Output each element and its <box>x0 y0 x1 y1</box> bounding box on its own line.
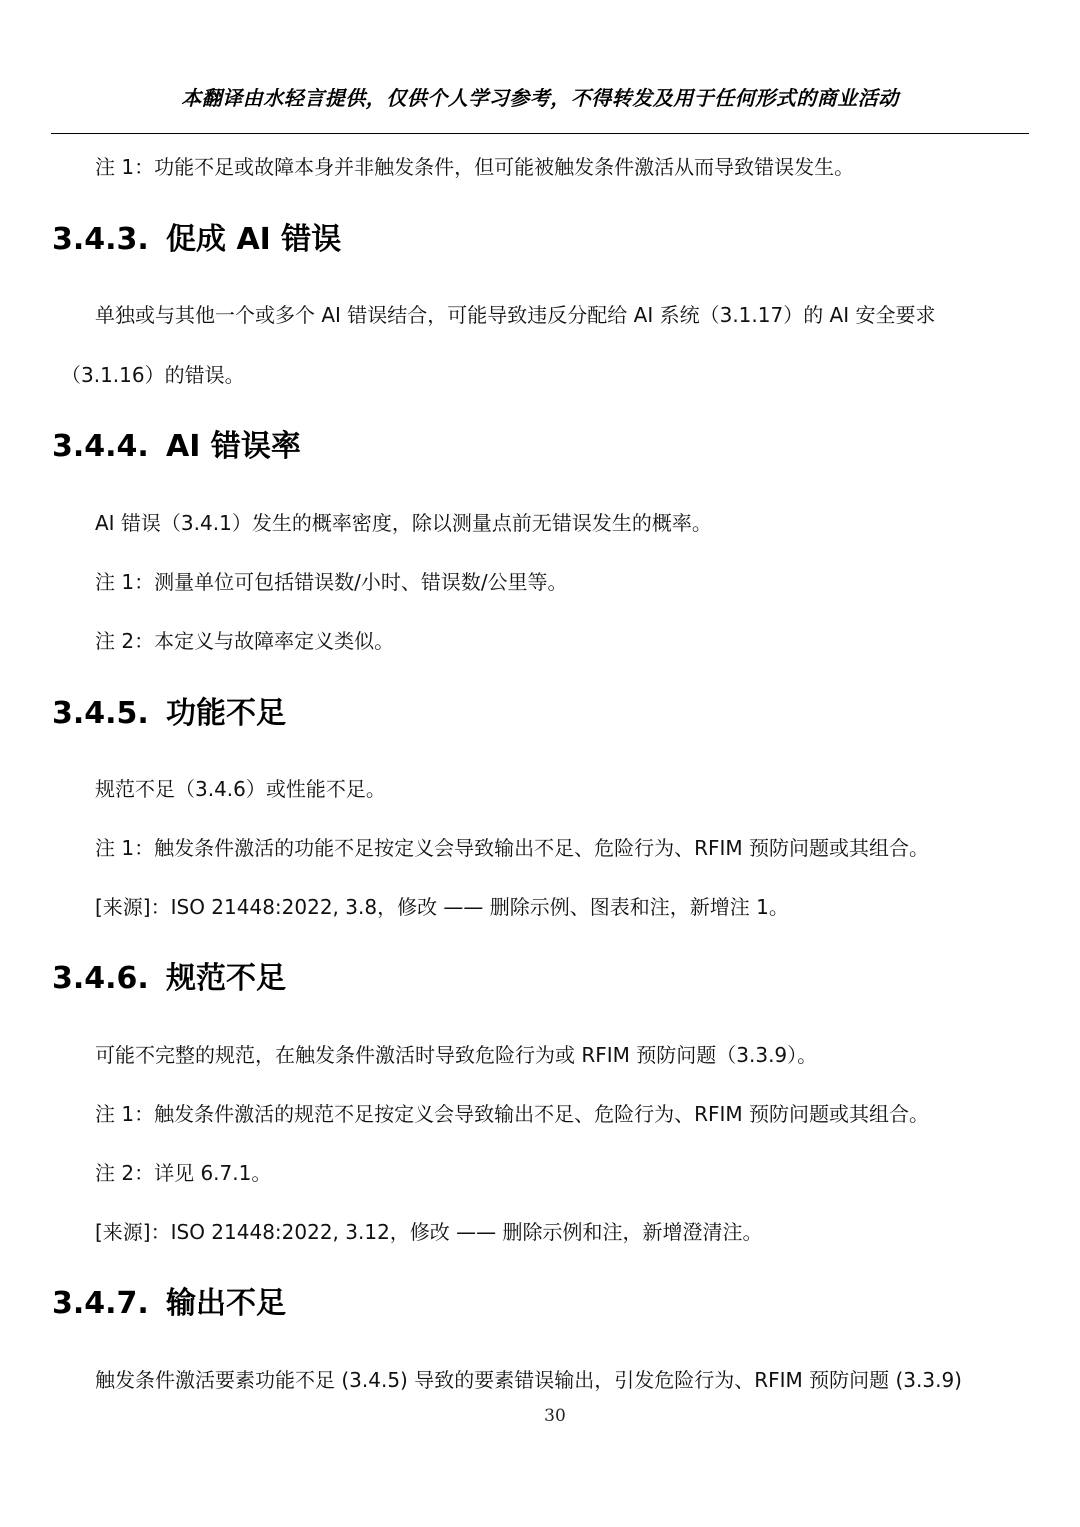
note-3-4-4-1: 注 1：测量单位可包括错误数/小时、错误数/公里等。 <box>95 570 568 594</box>
section-heading-3-4-4 <box>52 429 301 465</box>
section-heading-3-4-6 <box>52 961 286 997</box>
source-3-4-6: [来源]：ISO 21448:2022, 3.12，修改 —— 删除示例和注，新增澄清注。 <box>95 1220 763 1244</box>
note-3-4-5-1: 注 1：触发条件激活的功能不足按定义会导致输出不足、危险行为、RFIM 预防问题或其组合。 <box>95 836 929 860</box>
section-title: 输出不足 <box>166 1286 286 1321</box>
section-title: AI 错误率 <box>166 429 301 464</box>
section-number: 3.4.3. <box>52 222 149 257</box>
definition-3-4-3-line1: 单独或与其他一个或多个 AI 错误结合，可能导致违反分配给 AI 系统（3.1.17）的 AI 安全要求 <box>95 303 936 327</box>
section-number: 3.4.7. <box>52 1286 149 1321</box>
definition-3-4-7: 触发条件激活要素功能不足 (3.4.5) 导致的要素错误输出，引发危险行为、RFIM 预防问题 (3.3.9) <box>95 1368 962 1392</box>
header-notice: 本翻译由水轻言提供，仅供个人学习参考，不得转发及用于任何形式的商业活动 <box>181 86 899 110</box>
section-number: 3.4.6. <box>52 961 149 996</box>
definition-3-4-4: AI 错误（3.4.1）发生的概率密度，除以测量点前无错误发生的概率。 <box>95 511 712 535</box>
section-title: 促成 AI 错误 <box>166 222 342 257</box>
source-3-4-5: [来源]：ISO 21448:2022, 3.8，修改 —— 删除示例、图表和注，新增注 1。 <box>95 895 789 919</box>
section-heading-3-4-7 <box>52 1286 286 1322</box>
header-divider <box>51 133 1029 134</box>
note-top: 注 1：功能不足或故障本身并非触发条件，但可能被触发条件激活从而导致错误发生。 <box>95 155 855 179</box>
section-title: 规范不足 <box>166 961 286 996</box>
section-heading-3-4-5 <box>52 696 286 732</box>
note-3-4-4-2: 注 2：本定义与故障率定义类似。 <box>95 629 395 653</box>
section-number: 3.4.5. <box>52 696 149 731</box>
definition-3-4-6: 可能不完整的规范，在触发条件激活时导致危险行为或 RFIM 预防问题（3.3.9）。 <box>95 1043 818 1067</box>
note-3-4-6-2: 注 2：详见 6.7.1。 <box>95 1161 272 1185</box>
section-title: 功能不足 <box>166 696 286 731</box>
definition-3-4-5: 规范不足（3.4.6）或性能不足。 <box>95 777 386 801</box>
note-3-4-6-1: 注 1：触发条件激活的规范不足按定义会导致输出不足、危险行为、RFIM 预防问题或其组合。 <box>95 1102 929 1126</box>
section-number: 3.4.4. <box>52 429 149 464</box>
section-heading-3-4-3 <box>52 222 341 258</box>
definition-3-4-3-line2: （3.1.16）的错误。 <box>61 363 245 387</box>
page-number: 30 <box>544 1406 566 1426</box>
